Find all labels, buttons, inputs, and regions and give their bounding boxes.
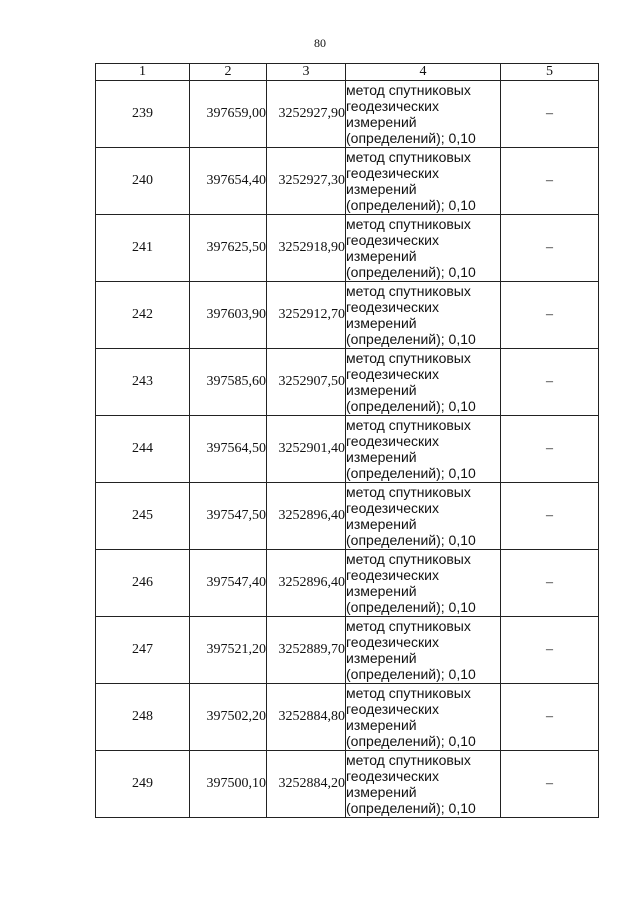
x-coordinate-cell: 397547,50 (190, 483, 267, 550)
y-coordinate-cell: 3252907,50 (267, 349, 346, 416)
table-row (96, 617, 599, 684)
column-header-4: 4 (346, 64, 501, 81)
table-row (96, 416, 599, 483)
note-cell: – (501, 282, 599, 349)
x-coordinate-cell: 397521,20 (190, 617, 267, 684)
y-coordinate-cell: 3252901,40 (267, 416, 346, 483)
page-number: 80 (314, 36, 326, 50)
point-number-cell: 243 (96, 349, 190, 416)
note-cell: – (501, 684, 599, 751)
method-accuracy-cell: метод спутниковых геодезических измерений (определений); 0,10 (346, 550, 501, 617)
column-header-5: 5 (501, 64, 599, 81)
table-row (96, 215, 599, 282)
method-accuracy-cell: метод спутниковых геодезических измерений (определений); 0,10 (346, 751, 501, 818)
table-row (96, 81, 599, 148)
note-cell: – (501, 617, 599, 684)
table-row (96, 550, 599, 617)
point-number-cell: 240 (96, 148, 190, 215)
y-coordinate-cell: 3252927,90 (267, 81, 346, 148)
table-header-row (96, 64, 599, 81)
point-number-cell: 246 (96, 550, 190, 617)
y-coordinate-cell: 3252884,20 (267, 751, 346, 818)
x-coordinate-cell: 397502,20 (190, 684, 267, 751)
table-row (96, 349, 599, 416)
point-number-cell: 247 (96, 617, 190, 684)
column-header-3: 3 (267, 64, 346, 81)
column-header-1: 1 (96, 64, 190, 81)
x-coordinate-cell: 397564,50 (190, 416, 267, 483)
table-row (96, 282, 599, 349)
note-cell: – (501, 81, 599, 148)
column-header-2: 2 (190, 64, 267, 81)
method-accuracy-cell: метод спутниковых геодезических измерений (определений); 0,10 (346, 416, 501, 483)
method-accuracy-cell: метод спутниковых геодезических измерений (определений); 0,10 (346, 483, 501, 550)
point-number-cell: 241 (96, 215, 190, 282)
y-coordinate-cell: 3252889,70 (267, 617, 346, 684)
x-coordinate-cell: 397547,40 (190, 550, 267, 617)
x-coordinate-cell: 397659,00 (190, 81, 267, 148)
method-accuracy-cell: метод спутниковых геодезических измерений (определений); 0,10 (346, 349, 501, 416)
point-number-cell: 249 (96, 751, 190, 818)
table-body (96, 81, 599, 818)
point-number-cell: 239 (96, 81, 190, 148)
point-number-cell: 244 (96, 416, 190, 483)
point-number-cell: 248 (96, 684, 190, 751)
y-coordinate-cell: 3252912,70 (267, 282, 346, 349)
note-cell: – (501, 349, 599, 416)
note-cell: – (501, 416, 599, 483)
method-accuracy-cell: метод спутниковых геодезических измерений (определений); 0,10 (346, 81, 501, 148)
point-number-cell: 242 (96, 282, 190, 349)
method-accuracy-cell: метод спутниковых геодезических измерений (определений); 0,10 (346, 215, 501, 282)
x-coordinate-cell: 397654,40 (190, 148, 267, 215)
y-coordinate-cell: 3252896,40 (267, 550, 346, 617)
table-row (96, 751, 599, 818)
x-coordinate-cell: 397603,90 (190, 282, 267, 349)
x-coordinate-cell: 397500,10 (190, 751, 267, 818)
point-number-cell: 245 (96, 483, 190, 550)
note-cell: – (501, 550, 599, 617)
y-coordinate-cell: 3252884,80 (267, 684, 346, 751)
table-row (96, 483, 599, 550)
coordinates-table (95, 63, 599, 818)
y-coordinate-cell: 3252918,90 (267, 215, 346, 282)
note-cell: – (501, 215, 599, 282)
note-cell: – (501, 751, 599, 818)
method-accuracy-cell: метод спутниковых геодезических измерений (определений); 0,10 (346, 617, 501, 684)
y-coordinate-cell: 3252896,40 (267, 483, 346, 550)
y-coordinate-cell: 3252927,30 (267, 148, 346, 215)
method-accuracy-cell: метод спутниковых геодезических измерений (определений); 0,10 (346, 684, 501, 751)
method-accuracy-cell: метод спутниковых геодезических измерений (определений); 0,10 (346, 282, 501, 349)
note-cell: – (501, 148, 599, 215)
x-coordinate-cell: 397585,60 (190, 349, 267, 416)
x-coordinate-cell: 397625,50 (190, 215, 267, 282)
method-accuracy-cell: метод спутниковых геодезических измерений (определений); 0,10 (346, 148, 501, 215)
table-row (96, 148, 599, 215)
table-row (96, 684, 599, 751)
note-cell: – (501, 483, 599, 550)
